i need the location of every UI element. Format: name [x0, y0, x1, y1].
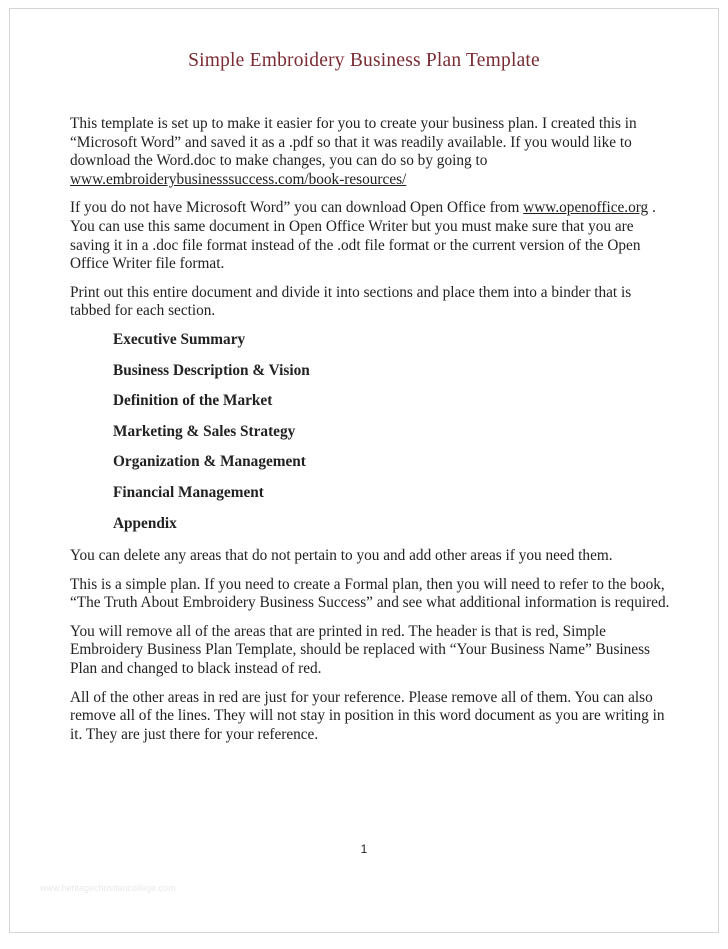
document-title: Simple Embroidery Business Plan Template [188, 50, 540, 71]
section-item: Financial Management [113, 483, 264, 501]
simple-plan-paragraph: This is a simple plan. If you need to create a Formal plan, then you will need to refer to the book, “The Truth About Embroidery Business Success” and see what additional information is required. [70, 575, 670, 612]
section-item: Organization & Management [113, 453, 306, 471]
intro-paragraph [70, 115, 670, 189]
print-paragraph: Print out this entire document and divide it into sections and place them into a binder that is tabbed for each section. [70, 283, 632, 320]
document-body [70, 115, 670, 754]
section-item: Marketing & Sales Strategy [113, 422, 296, 440]
open-office-paragraph [70, 199, 670, 273]
document-page [9, 8, 719, 933]
open-office-text-before: If you do not have Microsoft Word” you can download Open Office from [70, 199, 524, 217]
remove-red-paragraph: You will remove all of the areas that are printed in red. The header is that is red, Simple Embroidery Business Plan Template, should be replaced with “Your Business Name” Business Plan and changed to black instead of red. [70, 622, 650, 678]
section-item: Definition of the Market [113, 392, 273, 410]
resources-link[interactable]: www.embroiderybusinesssuccess.com/book-resources/ [70, 170, 407, 188]
section-item: Business Description & Vision [113, 361, 310, 379]
page-number: 1 [360, 842, 368, 856]
watermark: www.heritagechristiancollege.com [40, 883, 176, 893]
open-office-text-after: . You can use this same document in Open Office Writer but you must make sure that you are saving it in a .doc file format instead of the .odt file format or the current version of the Open Office Writer file format. [70, 199, 656, 273]
section-item: Executive Summary [113, 330, 246, 348]
section-list [113, 331, 670, 545]
section-item: Appendix [113, 514, 177, 532]
intro-text: This template is set up to make it easier for you to create your business plan. I created this in “Microsoft Word” and saved it as a .pdf so that it was readily available. If you would like to download the Word.doc to make changes, you can do so by going to [70, 115, 637, 170]
openoffice-link[interactable]: www.openoffice.org [523, 199, 649, 217]
reference-paragraph: All of the other areas in red are just for your reference. Please remove all of them. You can also remove all of the lines. They will not stay in position in this word document as you are writing in it. They are just there for your reference. [70, 688, 665, 743]
delete-areas-paragraph: You can delete any areas that do not pertain to you and add other areas if you need them. [70, 547, 613, 565]
